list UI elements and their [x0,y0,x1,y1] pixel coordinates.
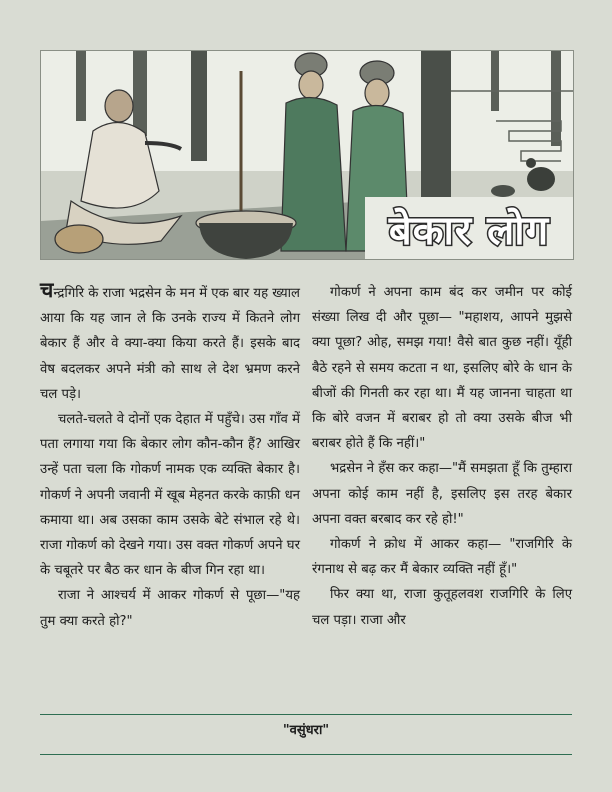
drop-cap: च [40,278,54,302]
paragraph: फिर क्या था, राजा कुतूहलवश राजगिरि के लिए चल पड़ा। राजा और [312,587,572,628]
story-illustration [40,50,574,260]
title-block [365,197,573,259]
left-column [40,280,300,634]
footer-rule-bottom [40,754,572,755]
story-title: बेकार लोग [388,207,550,254]
paragraph: राजा ने आश्चर्य में आकर गोकर्ण से पूछा—"यह तुम क्या करते हो?" [40,588,300,629]
footer-rule-top [40,714,572,715]
paragraph: चलते-चलते वे दोनों एक देहात में पहुँचे। उस गाँव में पता लगाया गया कि बेकार लोग कौन-कौन हैं? आखिर उन्हें पता चला कि गोकर्ण नामक एक व्यक्ति बेकार है। गोकर्ण ने अपनी जवानी में खूब मेहनत करके काफ़ी धन कमाया था। अब उसका काम उसके बेटे संभाल रहे थे। राजा गोकर्ण को देखने गया। उस वक्त गोकर्ण अपने घर के चबूतरे पर बैठ कर धान के बीज गिन रहा था। [40,412,300,579]
paragraph: गोकर्ण ने अपना काम बंद कर जमीन पर कोई संख्या लिख दी और पूछा— "महाशय, आपने मुझसे क्या पूछा? ओह, समझ गया! वैसे बात कुछ नहीं। यूँही बैठे रहने से समय कटता न था, इसलिए बोरे के धान के बीजों की गिनती कर रहा था। मैं यह जानना चाहता था कि बोरे वजन में बराबर हो तो क्या उसके बीज भी बराबर होते हैं कि नहीं।" [312,285,572,452]
footer-credit: "वसुंधरा" [282,723,330,738]
right-column [312,280,572,633]
paragraph: गोकर्ण ने क्रोध में आकर कहा— "राजगिरि के रंगनाथ से बढ़ कर मैं बेकार व्यक्ति नहीं हूँ।" [312,537,572,578]
paragraph: भद्रसेन ने हँस कर कहा—"मैं समझता हूँ कि तुम्हारा अपना कोई काम नहीं है, इसलिए इस तरह बेकार अपना वक्त बरबाद कर रहे हो!" [312,461,572,527]
paragraph: चन्द्रगिरि के राजा भद्रसेन के मन में एक बार यह ख्याल आया कि यह जान ले कि उनके राज्य में कितने लोग बेकार हैं और वे क्या-क्या किया करते हैं। इसके बाद वेष बदलकर अपने मंत्री को साथ ले देश भ्रमण करने चल पड़े। [40,278,300,402]
